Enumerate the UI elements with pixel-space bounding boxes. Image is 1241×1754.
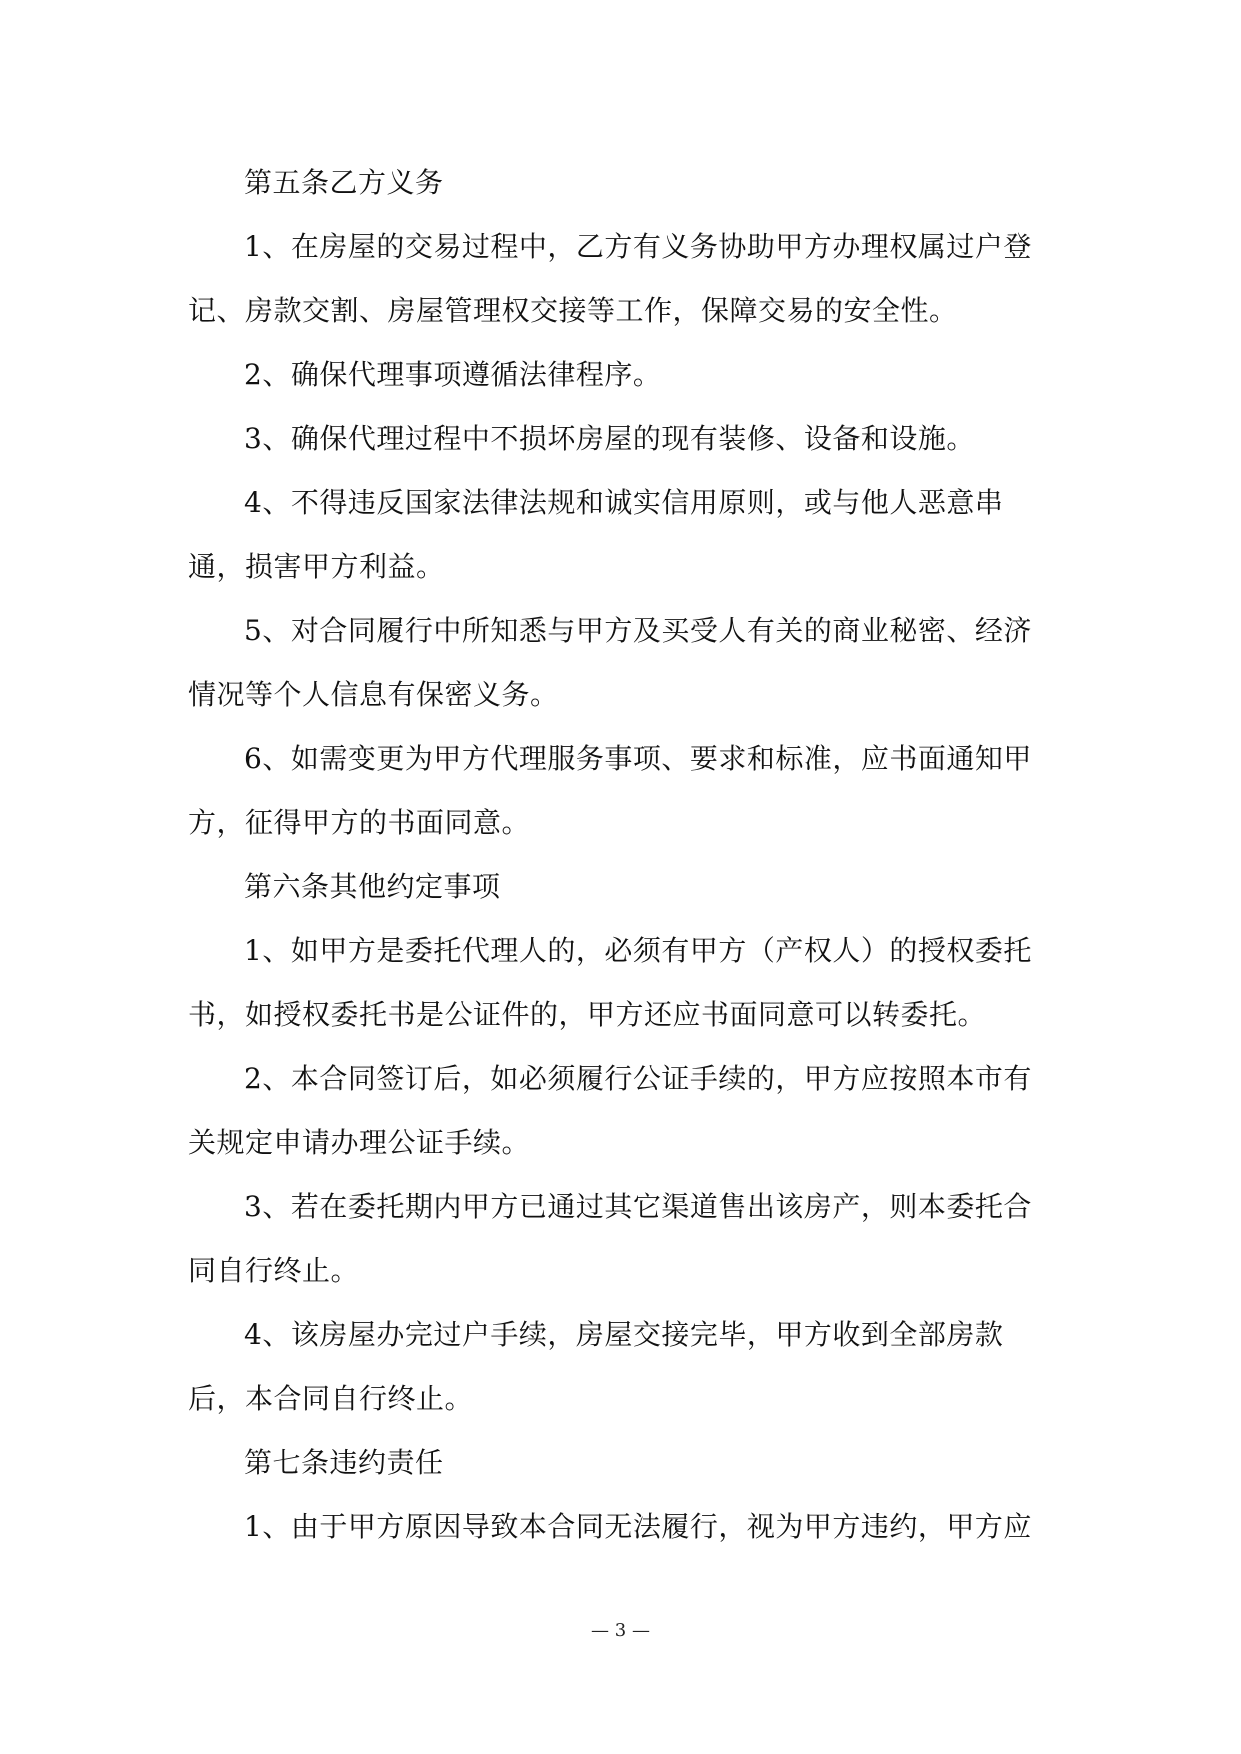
paragraph: 4、不得违反国家法律法规和诚实信用原则，或与他人恶意串通，损害甲方利益。 — [188, 486, 1004, 583]
paragraph: 4、该房屋办完过户手续，房屋交接完毕，甲方收到全部房款后，本合同自行终止。 — [188, 1318, 1004, 1415]
document-body — [188, 151, 1058, 1559]
paragraph: 1、如甲方是委托代理人的，必须有甲方（产权人）的授权委托书，如授权委托书是公证件的，甲方还应书面同意可以转委托。 — [188, 934, 1032, 1031]
paragraph: 6、如需变更为甲方代理服务事项、要求和标准，应书面通知甲方，征得甲方的书面同意。 — [188, 742, 1032, 839]
paragraph: 1、在房屋的交易过程中，乙方有义务协助甲方办理权属过户登记、房款交割、房屋管理权交接等工作，保障交易的安全性。 — [188, 230, 1032, 327]
paragraph: 2、确保代理事项遵循法律程序。 — [244, 358, 662, 391]
page-number: — 3 — — [591, 1620, 650, 1641]
paragraph: 1、由于甲方原因导致本合同无法履行，视为甲方违约，甲方应 — [244, 1510, 1032, 1543]
section-heading: 第七条违约责任 — [244, 1446, 444, 1479]
section-heading: 第六条其他约定事项 — [244, 870, 501, 903]
paragraph: 3、若在委托期内甲方已通过其它渠道售出该房产，则本委托合同自行终止。 — [188, 1190, 1032, 1287]
paragraph: 3、确保代理过程中不损坏房屋的现有装修、设备和设施。 — [244, 422, 975, 455]
paragraph: 2、本合同签订后，如必须履行公证手续的，甲方应按照本市有关规定申请办理公证手续。 — [188, 1062, 1032, 1159]
paragraph: 5、对合同履行中所知悉与甲方及买受人有关的商业秘密、经济情况等个人信息有保密义务。 — [188, 614, 1032, 711]
section-heading: 第五条乙方义务 — [244, 166, 444, 199]
